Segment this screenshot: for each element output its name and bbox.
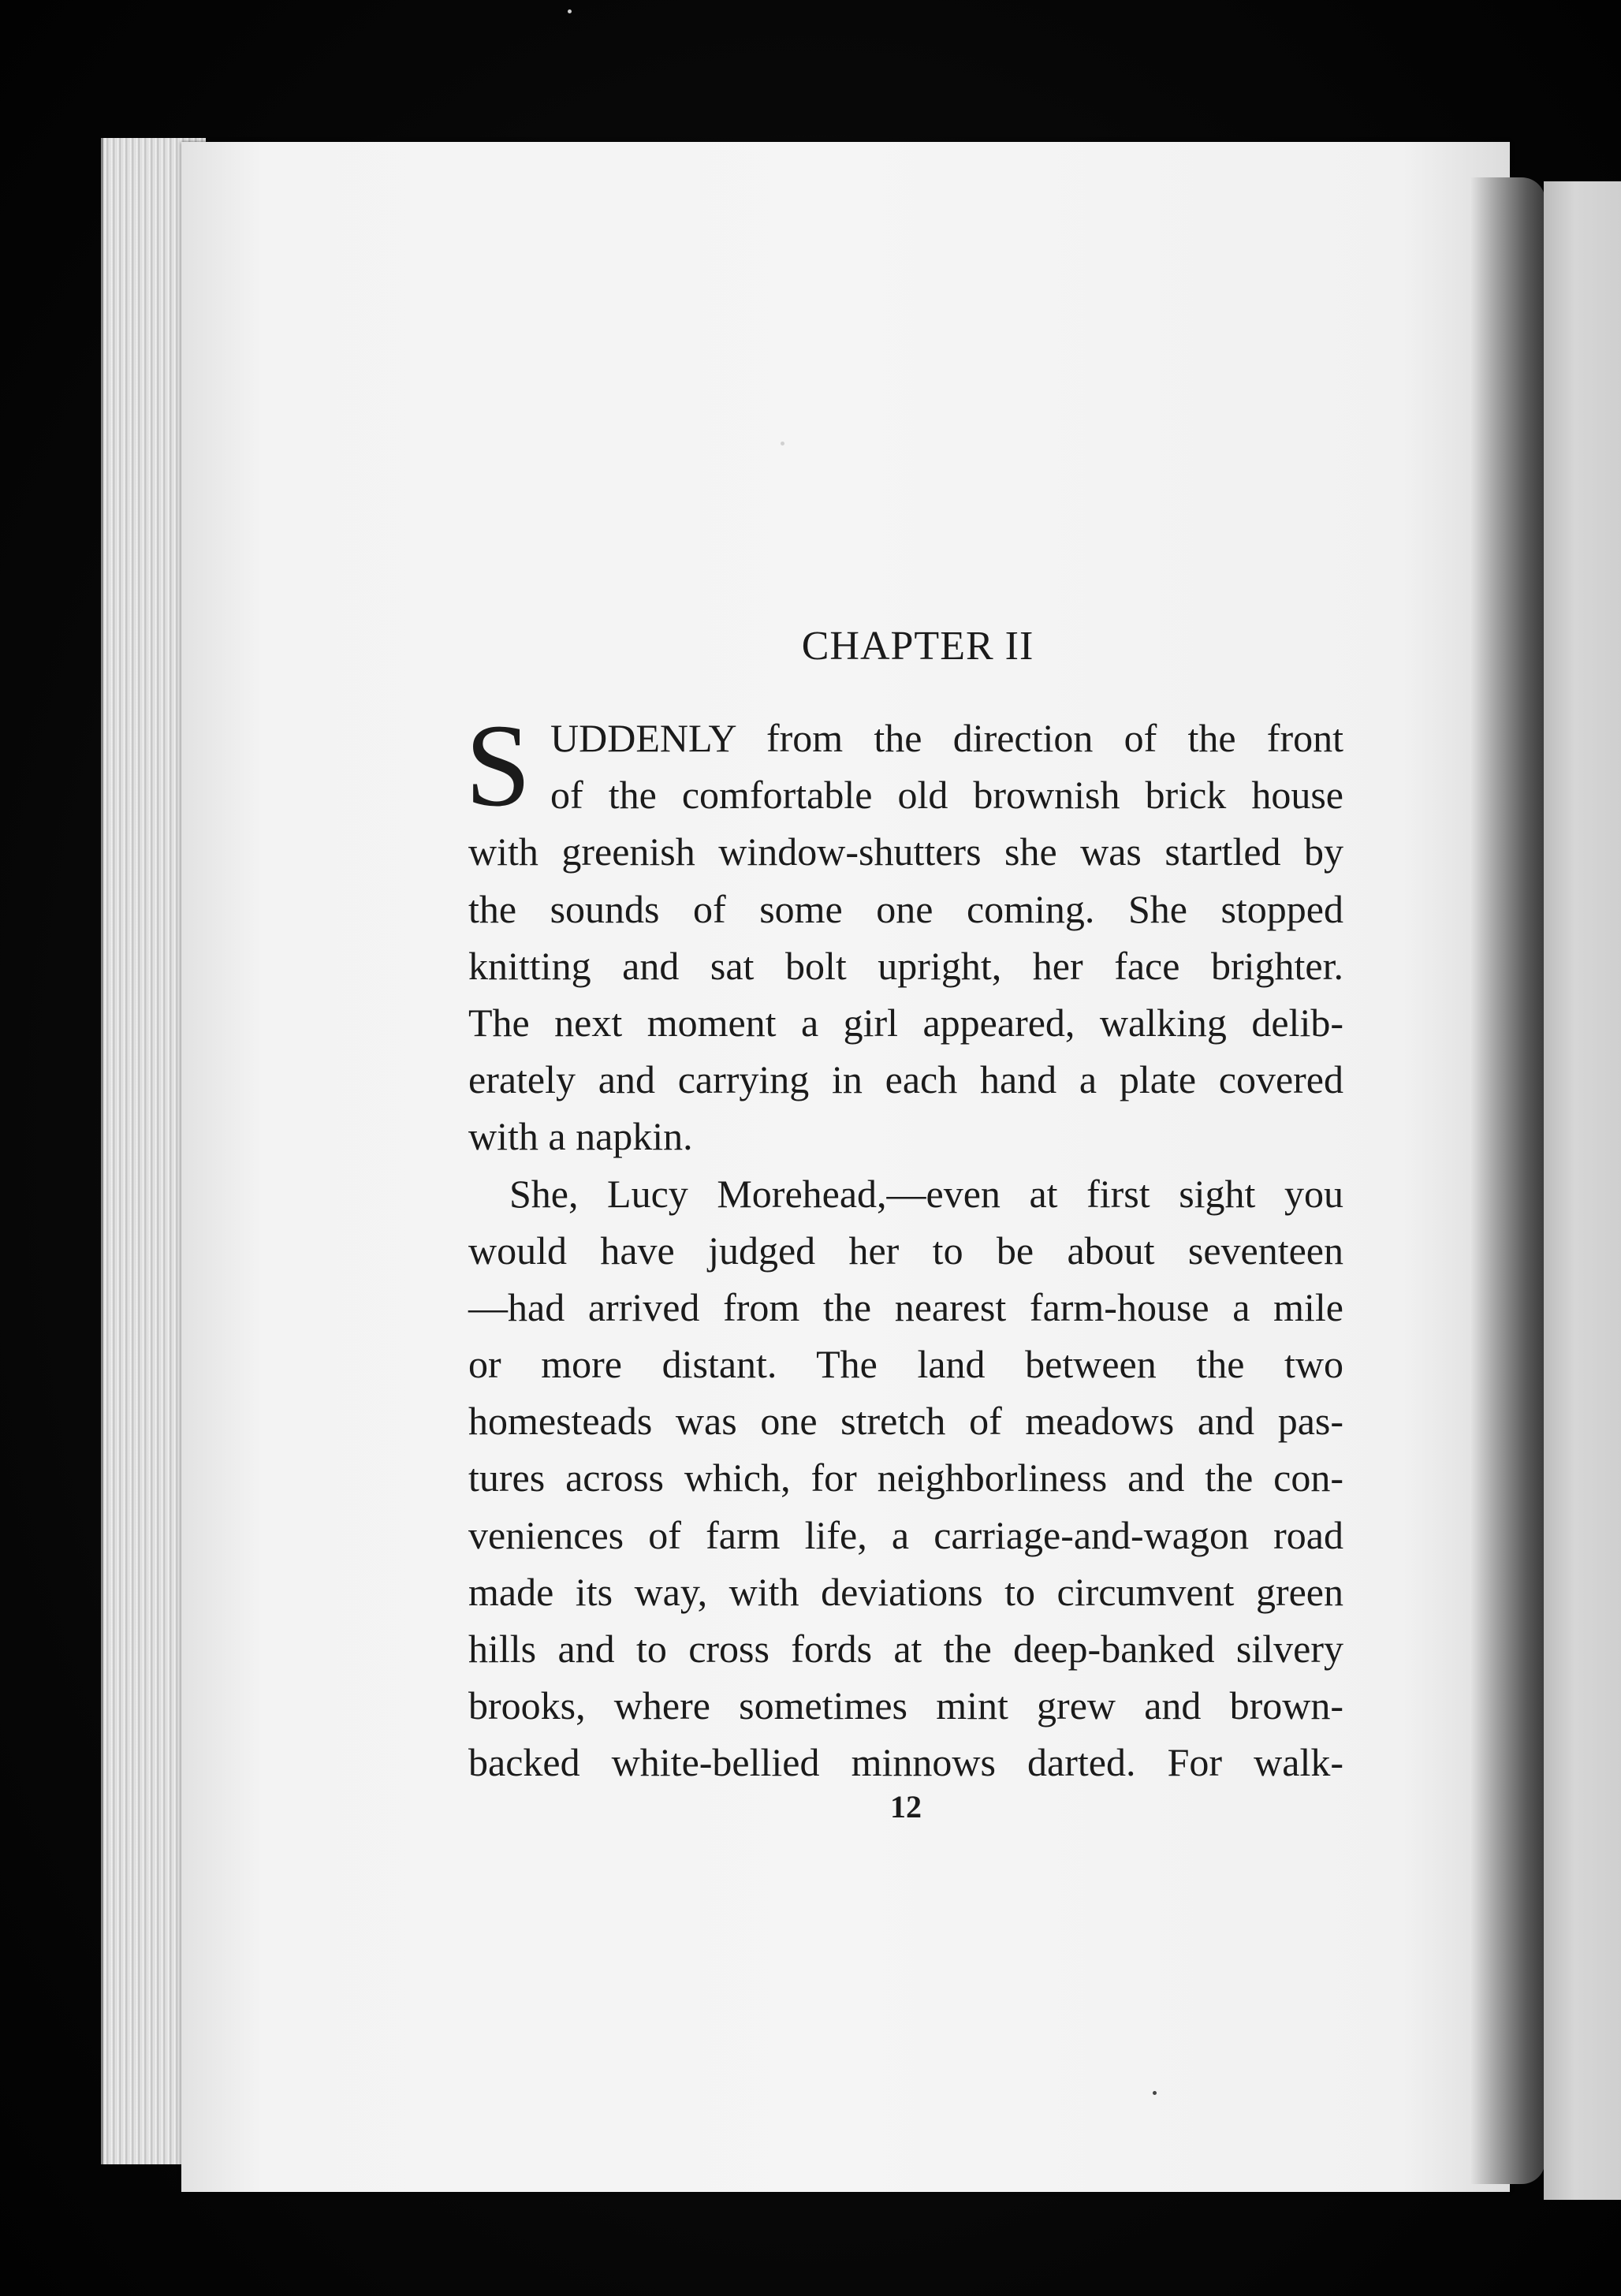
text-line: —had arrived from the nearest farm-house a mile [468,1284,1343,1329]
text-line: of the comfortable old brownish brick house [550,773,1343,818]
text-line: She, Lucy Morehead,—even at first sight you [509,1171,1343,1216]
paragraph-2 [468,1165,1343,1791]
text-line: made its way, with deviations to circumvent green [468,1569,1343,1614]
dust-speck [1153,2091,1157,2095]
page-text [465,615,1343,1791]
paragraph-1 [465,700,1343,1165]
text-line: The next moment a girl appeared, walking delib- [468,1000,1343,1045]
text-line: backed white-bellied minnows darted. For walk- [468,1740,1343,1785]
dust-speck [568,9,572,13]
text-line: would have judged her to be about seventeen [468,1228,1343,1273]
dust-speck [781,442,784,445]
spine-shadow [1470,177,1545,2184]
text-line: veniences of farm life, a carriage-and-wagon road [468,1512,1343,1557]
page-number: 12 [890,1789,922,1824]
text-line: homesteads was one stretch of meadows and pas- [468,1399,1343,1444]
facing-page-edge [1544,181,1621,2200]
drop-cap: S [465,700,531,831]
text-line: knitting and sat bolt upright, her face brighter. [468,943,1343,988]
text-line: hills and to cross fords at the deep-banked silvery [468,1627,1343,1671]
text-line: erately and carrying in each hand a plate covered [468,1057,1343,1102]
text-line: with a napkin. [468,1114,693,1159]
chapter-heading: CHAPTER II [801,624,1034,669]
text-line: with greenish window-shutters she was startled by [468,829,1343,874]
text-line: the sounds of some one coming. She stopped [468,886,1343,931]
text-line: UDDENLY from the direction of the front [550,716,1343,760]
text-line: brooks, where sometimes mint grew and brown- [468,1683,1343,1728]
text-line: tures across which, for neighborliness and the con- [468,1456,1343,1500]
text-line: or more distant. The land between the two [468,1342,1343,1387]
